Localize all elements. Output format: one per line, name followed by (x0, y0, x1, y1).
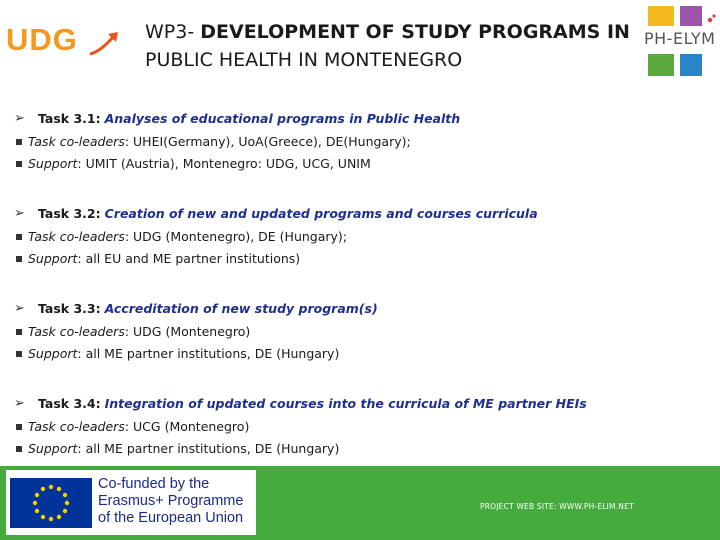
task-name: Analyses of educational programs in Public Health (104, 111, 461, 126)
page-title (145, 18, 635, 74)
task-number: Task 3.2: (38, 206, 101, 221)
udg-logo-text: UDG (6, 22, 78, 57)
title-prefix: WP3- (145, 21, 201, 43)
cofund-line-1: Co-funded by the (98, 476, 210, 492)
support-value: : all ME partner institutions, DE (Hungary) (77, 346, 340, 361)
leaders-value: : UCG (Montenegro) (124, 418, 250, 434)
square-bullet-icon (16, 351, 22, 357)
cofund-line-3: of the European Union (98, 510, 244, 526)
square-bullet-icon (16, 446, 22, 452)
leaders-label: Task co-leaders (28, 228, 125, 244)
title-line1: DEVELOPMENT OF STUDY PROGRAMS IN (200, 21, 630, 43)
project-website[interactable]: PROJECT WEB SITE: WWW.PH-ELIM.NET (480, 502, 634, 511)
cofunding-text (98, 476, 243, 527)
square-bullet-icon (16, 256, 22, 262)
eu-cofunding-badge (6, 470, 256, 535)
support-value: : UMIT (Austria), Montenegro: UDG, UCG, UNIM (77, 156, 371, 171)
task-name: Integration of updated courses into the curricula of ME partner HEIs (104, 396, 587, 411)
task-number: Task 3.4: (38, 396, 101, 411)
eu-flag-icon (10, 478, 92, 528)
task-name: Accreditation of new study program(s) (104, 301, 378, 316)
cofund-line-2: Erasmus+ Programme (98, 493, 244, 509)
leaders-label: Task co-leaders (28, 418, 125, 434)
udg-logo (6, 14, 126, 70)
leaders-label: Task co-leaders (28, 133, 125, 149)
square-bullet-icon (16, 139, 22, 145)
arrow-bullet-icon: ➢ (14, 206, 25, 221)
support-value: : all ME partner institutions, DE (Hungary) (77, 441, 340, 456)
task-item (14, 108, 704, 203)
support-label: Support (28, 251, 78, 266)
title-line2: PUBLIC HEALTH IN MONTENEGRO (145, 49, 463, 71)
square-bullet-icon (16, 234, 22, 240)
task-item (14, 203, 704, 298)
leaders-value: : UDG (Montenegro) (124, 323, 251, 339)
square-bullet-icon (16, 329, 22, 335)
ph-elym-logo-text: PH-ELYM (644, 29, 716, 48)
arrow-bullet-icon: ➢ (14, 396, 25, 411)
support-value: : all EU and ME partner institutions) (77, 251, 301, 266)
arrow-bullet-icon: ➢ (14, 301, 25, 316)
support-label: Support (28, 441, 78, 456)
square-bullet-icon (16, 161, 22, 167)
support-label: Support (28, 156, 78, 171)
task-item (14, 298, 704, 393)
leaders-value: : UHEI(Germany), UoA(Greece), DE(Hungary); (124, 133, 411, 149)
square-bullet-icon (16, 424, 22, 430)
task-number: Task 3.3: (38, 301, 101, 316)
support-label: Support (28, 346, 78, 361)
leaders-value: : UDG (Montenegro), DE (Hungary); (124, 228, 348, 244)
footer-bar (0, 466, 720, 540)
task-name: Creation of new and updated programs and courses curricula (104, 206, 538, 221)
arrow-logo-icon (86, 28, 122, 58)
task-number: Task 3.1: (38, 111, 101, 126)
ph-elym-logo (640, 2, 718, 80)
task-list (14, 108, 704, 488)
arrow-bullet-icon: ➢ (14, 111, 25, 126)
leaders-label: Task co-leaders (28, 323, 125, 339)
